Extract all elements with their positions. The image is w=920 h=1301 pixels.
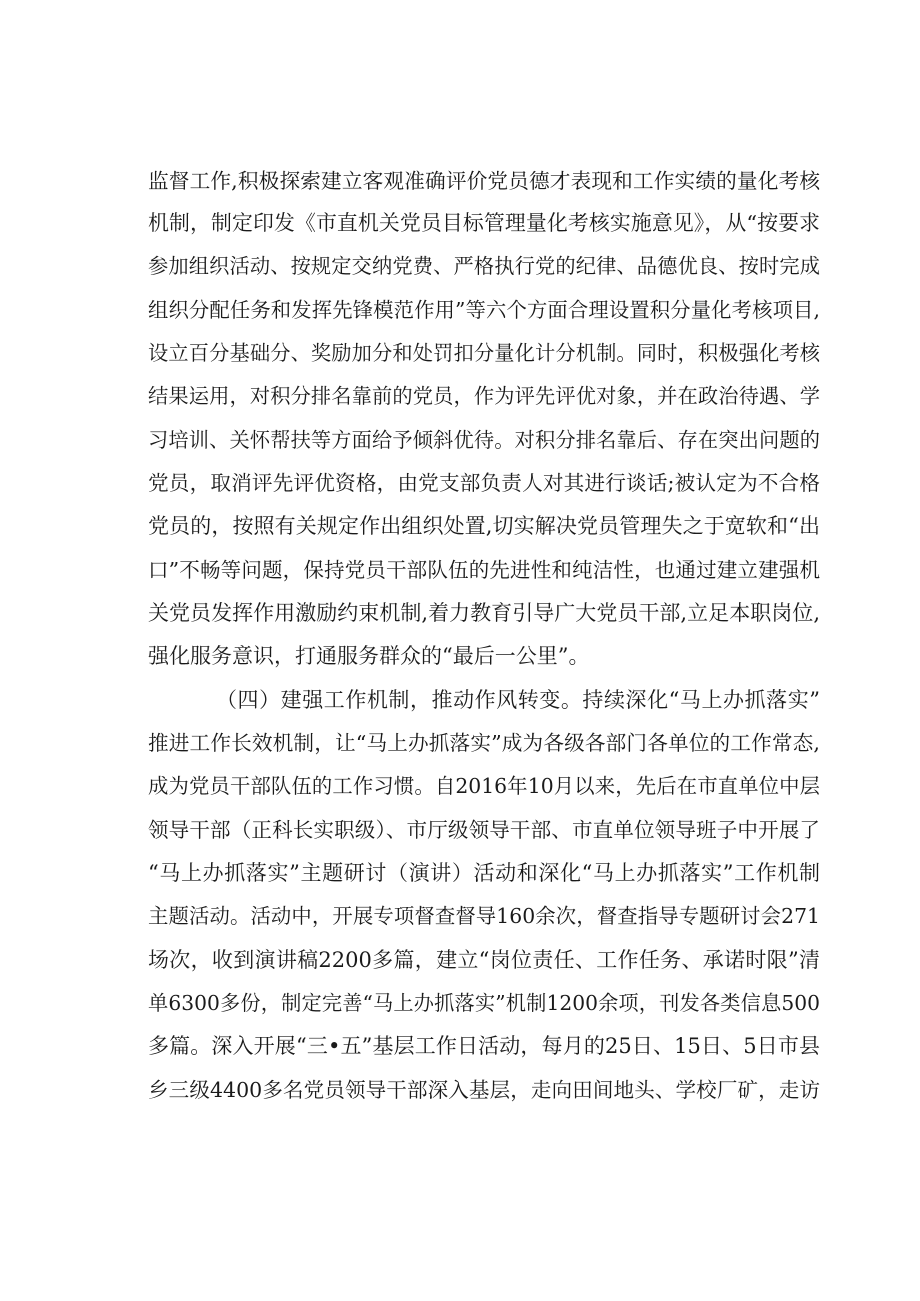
text-line-8: 党员，取消评先评优资格，由党支部负责人对其进行谈话;被认定为不合格 xyxy=(148,471,820,495)
text-line-10: 口”不畅等问题，保持党员干部队伍的先进性和纯洁性，也通过建立建强机 xyxy=(148,558,820,582)
text-line-11: 关党员发挥作用激励约束机制,着力教育引导广大党员干部,立足本职岗位, xyxy=(148,601,820,625)
text-line-22: 乡三级4400多名党员领导干部深入基层，走向田间地头、学校厂矿，走访 xyxy=(148,1078,820,1102)
text-line-12: 强化服务意识，打通服务群众的“最后一公里”。 xyxy=(148,644,590,668)
text-line-14: 推进工作长效机制，让“马上办抓落实”成为各级各部门各单位的工作常态, xyxy=(148,731,820,755)
text-line-19: 场次，收到演讲稿2200多篇，建立“岗位责任、工作任务、承诺时限”清 xyxy=(148,948,820,972)
text-line-3: 参加组织活动、按规定交纳党费、严格执行党的纪律、品德优良、按时完成 xyxy=(148,254,820,278)
text-line-21: 多篇。深入开展“三•五”基层工作日活动，每月的25日、15日、5日市县 xyxy=(148,1034,820,1058)
text-line-1: 监督工作,积极探索建立客观准确评价党员德才表现和工作实绩的量化考核 xyxy=(148,169,820,193)
text-line-18: 主题活动。活动中，开展专项督查督导160余次，督查指导专题研讨会271 xyxy=(148,904,820,928)
text-line-5: 设立百分基础分、奖励加分和处罚扣分量化计分机制。同时，积极强化考核 xyxy=(148,341,820,365)
text-line-4: 组织分配任务和发挥先锋模范作用”等六个方面合理设置积分量化考核项目, xyxy=(148,298,820,322)
text-line-9: 党员的，按照有关规定作出组织处置,切实解决党员管理失之于宽软和“出 xyxy=(148,514,820,538)
text-line-6: 结果运用，对积分排名靠前的党员，作为评先评优对象，并在政治待遇、学 xyxy=(148,384,820,408)
text-line-15: 成为党员干部队伍的工作习惯。自2016年10月以来，先后在市直单位中层 xyxy=(148,774,820,798)
section-heading-line: （四）建强工作机制，推动作风转变。持续深化“马上办抓落实” xyxy=(216,688,820,712)
text-line-2: 机制，制定印发《市直机关党员目标管理量化考核实施意见》，从“按要求 xyxy=(148,211,820,235)
text-line-16: 领导干部（正科长实职级）、市厅级领导干部、市直单位领导班子中开展了 xyxy=(148,818,820,842)
text-line-17: “马上办抓落实”主题研讨（演讲）活动和深化“马上办抓落实”工作机制 xyxy=(148,861,820,885)
text-line-7: 习培训、关怀帮扶等方面给予倾斜优待。对积分排名靠后、存在突出问题的 xyxy=(148,428,820,452)
text-line-20: 单6300多份，制定完善“马上办抓落实”机制1200余项，刊发各类信息500 xyxy=(148,991,820,1015)
